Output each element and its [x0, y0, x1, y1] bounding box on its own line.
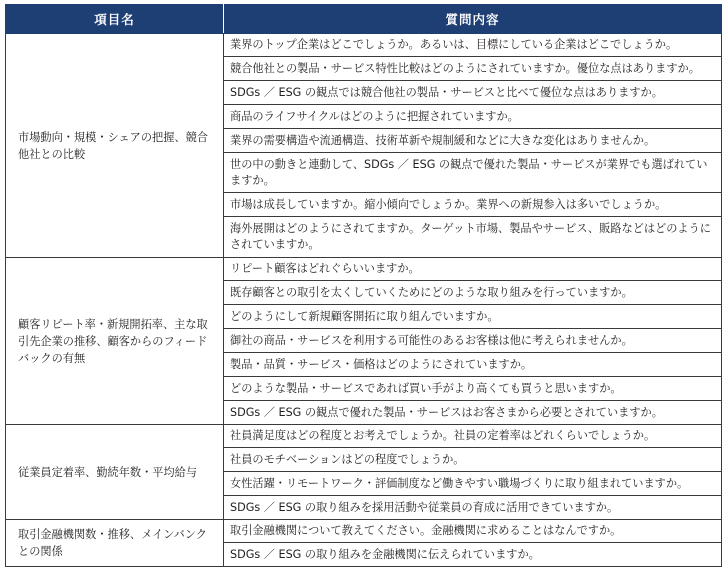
question-cell: 社員満足度はどの程度とお考えでしょうか。社員の定着率はどれくらいでしょうか。: [224, 425, 722, 448]
question-cell: 海外展開はどのようにされてますか。ターゲット市場、製品やサービス、販路などはどのようにされていますか。: [224, 217, 722, 258]
header-question: 質問内容: [224, 5, 722, 34]
question-cell: 業界の需要構造や流通構造、技術革新や規制緩和などに大きな変化はありませんか。: [224, 129, 722, 153]
question-cell: 世の中の動きと連動して、SDGs ／ ESG の観点で優れた製品・サービスが業界でも選ばれていますか。: [224, 153, 722, 193]
question-cell: どのようにして新規顧客開拓に取り組んでいますか。: [224, 305, 722, 329]
question-cell: 業界のトップ企業はどこでしょうか。あるいは、目標にしている企業はどこでしょうか。: [224, 34, 722, 57]
table-row: [6, 425, 722, 448]
question-cell: 女性活躍・リモートワーク・評価制度など働きやすい職場づくりに取り組まれていますか。: [224, 472, 722, 496]
question-cell: リピート顧客はどれぐらいいますか。: [224, 258, 722, 281]
question-cell: 御社の商品・サービスを利用する可能性のあるお客様は他に考えられませんか。: [224, 329, 722, 353]
question-cell: 競合他社との製品・サービス特性比較はどのようにされていますか。優位な点はありますか。: [224, 57, 722, 81]
question-cell: 商品のライフサイクルはどのように把握されていますか。: [224, 105, 722, 129]
category-cell-customers: 顧客リピート率・新規開拓率、主な取引先企業の推移、顧客からのフィードバックの有無: [6, 258, 224, 425]
question-cell: SDGs ／ ESG の観点で優れた製品・サービスはお客さまから必要とされていますか。: [224, 401, 722, 425]
category-cell-employees: 従業員定着率、勤続年数・平均給与: [6, 425, 224, 520]
question-cell: どのような製品・サービスであれば買い手がより高くても買うと思いますか。: [224, 377, 722, 401]
table-row: [6, 520, 722, 543]
question-cell: 既存顧客との取引を太くしていくためにどのような取り組みを行っていますか。: [224, 281, 722, 305]
question-sheet: [5, 4, 721, 567]
question-cell: 社員のモチベーションはどの程度でしょうか。: [224, 448, 722, 472]
header-category: 項目名: [6, 5, 224, 34]
question-cell: SDGs ／ ESG の取り組みを採用活動や従業員の育成に活用できていますか。: [224, 496, 722, 520]
table-row: [6, 34, 722, 57]
question-cell: 製品・品質・サービス・価格はどのようにされていますか。: [224, 353, 722, 377]
question-cell: 取引金融機関について教えてください。金融機関に求めることはなんですか。: [224, 520, 722, 543]
header-row: [6, 5, 722, 34]
category-cell-market: 市場動向・規模・シェアの把握、競合他社との比較: [6, 34, 224, 258]
table-row: [6, 258, 722, 281]
question-cell: SDGs ／ ESG の観点では競合他社の製品・サービスと比べて優位な点はありますか。: [224, 81, 722, 105]
question-cell: 市場は成長していますか。縮小傾向でしょうか。業界への新規参入は多いでしょうか。: [224, 193, 722, 217]
question-table: [5, 4, 722, 567]
question-cell: SDGs ／ ESG の取り組みを金融機関に伝えられていますか。: [224, 543, 722, 567]
category-cell-banks: 取引金融機関数・推移、メインバンクとの関係: [6, 520, 224, 567]
